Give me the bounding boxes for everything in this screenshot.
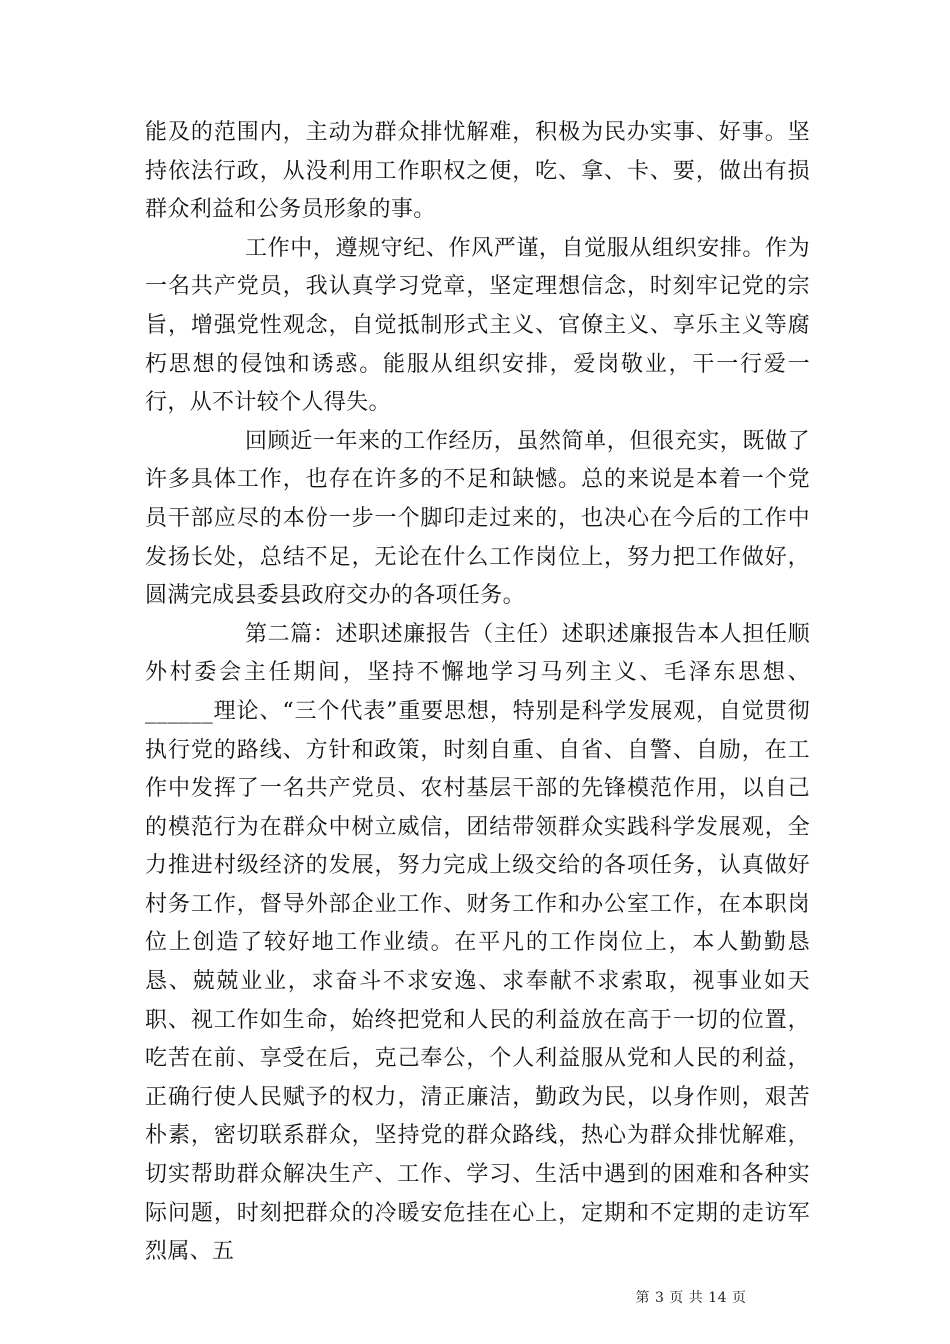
page-number: 第 3 页 共 14 页 xyxy=(635,1290,747,1306)
paragraph-second-article: 第二篇：述职述廉报告（主任）述职述廉报告本人担任顺外村委会主任期间，坚持不懈地学习马列主义、毛泽东思想、______理论、“三个代表”重要思想，特别是科学发展观，自觉贯彻执行党的路线、方针和政策，时刻自重、自省、自警、自励，在工作中发挥了一名共产党员、农村基层干部的先锋模范作用，以自己的模范行为在群众中树立威信，团结带领群众实践科学发展观，全力推进村级经济的发展，努力完成上级交给的各项任务，认真做好村务工作，督导外部企业工作、财务工作和办公室工作，在本职岗位上创造了较好地工作业绩。在平凡的工作岗位上，本人勤勤恳恳、兢兢业业，求奋斗不求安逸、求奉献不求索取，视事业如天职、视工作如生命，始终把党和人民的利益放在高于一切的位置，吃苦在前、享受在后，克己奉公，个人利益服从党和人民的利益，正确行使人民赋予的权力，清正廉洁，勤政为民，以身作则，艰苦朴素，密切联系群众，坚持党的群众路线，热心为群众排忧解难，切实帮助群众解决生产、工作、学习、生活中遇到的困难和各种实际问题，时刻把群众的冷暖安危挂在心上，定期和不定期的走访军烈属、五 xyxy=(145,621,810,1265)
paragraph-continuation: 能及的范围内，主动为群众排忧解难，积极为民办实事、好事。坚持依法行政，从没利用工作职权之便，吃、拿、卡、要，做出有损群众利益和公务员形象的事。 xyxy=(145,120,810,223)
document-body xyxy=(145,114,810,1272)
page-footer xyxy=(0,1287,950,1307)
paragraph-work-discipline: 工作中，遵规守纪、作风严谨，自觉服从组织安排。作为一名共产党员，我认真学习党章，坚定理想信念，时刻牢记党的宗旨，增强党性观念，自觉抵制形式主义、官僚主义、享乐主义等腐朽思想的侵蚀和诱惑。能服从组织安排，爱岗敬业，干一行爱一行，从不计较个人得失。 xyxy=(145,235,810,416)
paragraph-review: 回顾近一年来的工作经历，虽然简单，但很充实，既做了许多具体工作，也存在许多的不足和缺憾。总的来说是本着一个党员干部应尽的本份一步一个脚印走过来的，也决心在今后的工作中发扬长处，总结不足，无论在什么工作岗位上，努力把工作做好，圆满完成县委县政府交办的各项任务。 xyxy=(145,428,810,609)
